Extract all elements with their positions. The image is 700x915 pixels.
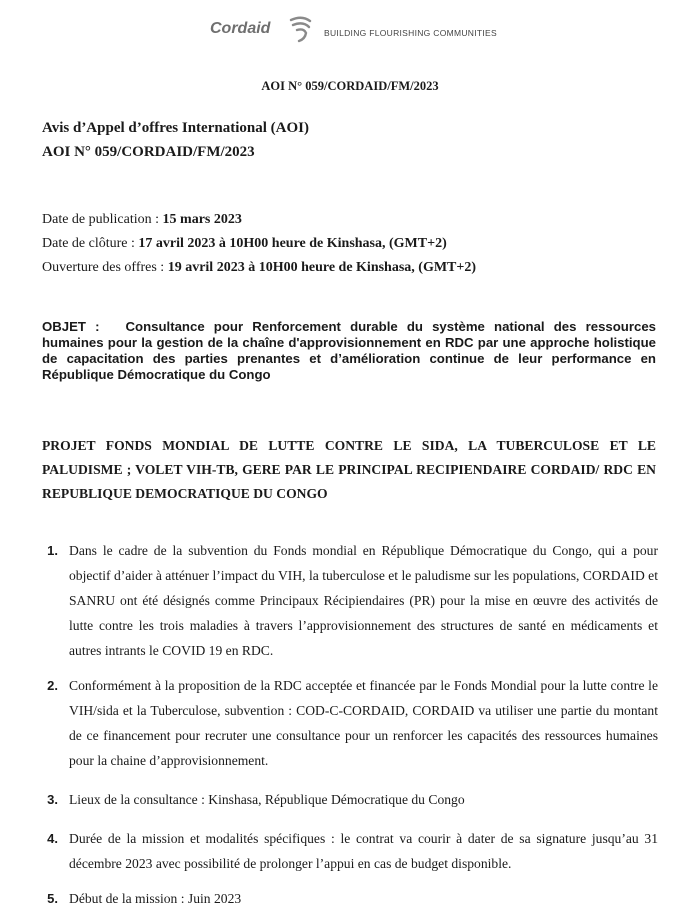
brand-tagline: BUILDING FLOURISHING COMMUNITIES	[324, 28, 498, 38]
reference-number: AOI N° 059/CORDAID/FM/2023	[261, 79, 439, 93]
list-item-text: Dans le cadre de la subvention du Fonds mondial en République Démocratique du Congo, qui a pour objectif d’aider à atténuer l’impact du VIH, la tuberculose et le paludisme sur les populations, CORDAID et SANRU ont été désignés comme Principaux Récipiendaires (PR) pour la mise en œuvre des activités de lutte contre les trois maladies à travers l’approvisionnement des structures de santé en médicaments et autres intrants le COVID 19 en RDC.	[69, 543, 658, 658]
list-item	[30, 673, 658, 773]
cordaid-swirl-logo-icon	[286, 14, 316, 44]
list-item-number: 1.	[47, 543, 58, 558]
objet-text: Consultance pour Renforcement durable du système national des ressources humaines pour la gestion de la chaîne d'approvisionnement en RDC par une approche holistique de capacitation des parties prenantes et d’amélioration continue de leur performance en République Démocratique du Congo	[42, 319, 656, 382]
closing-date-label: Date de clôture :	[42, 236, 135, 251]
brand-name: Cordaid	[210, 20, 271, 37]
opening-date-row	[42, 256, 476, 280]
project-heading: PROJET FONDS MONDIAL DE LUTTE CONTRE LE SIDA, LA TUBERCULOSE ET LE PALUDISME ; VOLET VIH-TB, GERE PAR LE PRINCIPAL RECIPIENDAIRE CORDAID/ RDC EN REPUBLIQUE DEMOCRATIQUE DU CONGO	[42, 438, 656, 501]
list-item	[30, 826, 658, 876]
notice-reference: AOI N° 059/CORDAID/FM/2023	[42, 144, 255, 160]
list-item	[30, 787, 658, 812]
list-item-text: Lieux de la consultance : Kinshasa, République Démocratique du Congo	[69, 792, 465, 807]
numbered-list	[30, 538, 658, 911]
objet-label: OBJET :	[42, 319, 100, 334]
cordaid-logo	[210, 14, 550, 48]
list-item-number: 5.	[47, 891, 58, 906]
opening-date-value: 19 avril 2023 à 10H00 heure de Kinshasa, (GMT+2)	[167, 260, 477, 275]
publication-date-label: Date de publication :	[42, 212, 160, 227]
publication-date-row	[42, 208, 476, 232]
objet-section	[42, 319, 656, 383]
opening-date-label: Ouverture des offres :	[42, 260, 165, 275]
list-item-text: Conformément à la proposition de la RDC acceptée et financée par le Fonds Mondial pour la lutte contre le VIH/sida et la Tuberculose, subvention : COD-C-CORDAID, CORDAID va utiliser une partie du montant de ce financement pour recruter une consultance pour un renforcer les capacités des ressources humaines pour la chaine d’approvisionnement.	[69, 678, 658, 768]
closing-date-row	[42, 232, 476, 256]
notice-title: Avis d’Appel d’offres International (AOI)	[42, 120, 309, 136]
closing-date-value: 17 avril 2023 à 10H00 heure de Kinshasa, (GMT+2)	[138, 236, 447, 251]
list-item	[30, 538, 658, 663]
publication-date-value: 15 mars 2023	[162, 212, 242, 227]
list-item-text: Durée de la mission et modalités spécifiques : le contrat va courir à dater de sa signature jusqu’au 31 décembre 2023 avec possibilité de prolonger l’appui en cas de budget disponible.	[69, 831, 658, 871]
list-item-number: 3.	[47, 792, 58, 807]
list-item-text: Début de la mission : Juin 2023	[69, 891, 242, 906]
list-item-number: 2.	[47, 678, 58, 693]
dates-block	[42, 208, 476, 280]
list-item	[30, 886, 658, 911]
list-item-number: 4.	[47, 831, 58, 846]
